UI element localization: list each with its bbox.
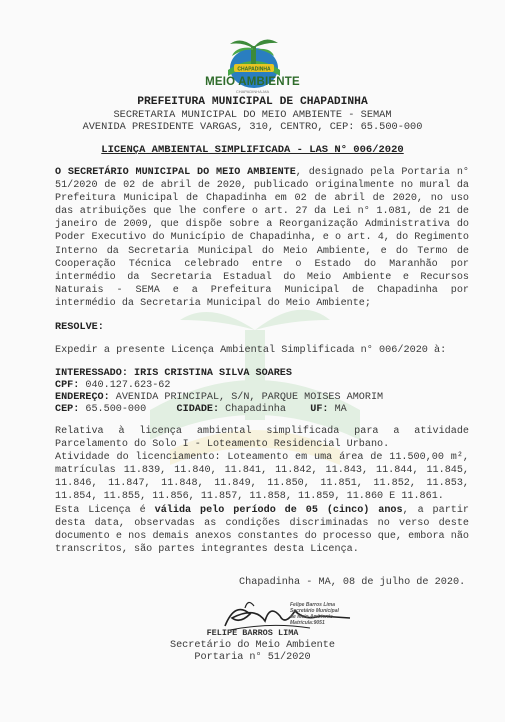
signer-name: FELIPE BARROS LIMA [206, 628, 299, 638]
cep-line [55, 404, 347, 415]
cpf-line [55, 380, 170, 391]
licenciamento-text: Atividade do licenciamento: Loteamento em uma área de 11.500,00 m², matrículas 11.839, 11.840, 11.841, 11.842, 11.843, 11.844, 11.845, 11.846, 11.847, 11.848, 11.849, 11.850, 11.851, 11.852, 11.853, 11.854, 11.855, 11.856, 11.857, 11.858, 11.859, 11.860 E 11.861. [55, 452, 469, 503]
license-title: LICENÇA AMBIENTAL SIMPLIFICADA - LAS N° 006/2020 [101, 144, 404, 156]
endereco-value: AVENIDA PRINCIPAL, S/N, PARQUE MOISES AMORIM [115, 392, 384, 403]
atividade-text: Relativa à licença ambiental simplificada para a atividade Parcelamento do Solo I - Loteamento Residencial Urbano. [55, 426, 469, 451]
stamp-line-2: Secretário Municipal [290, 608, 339, 614]
brand-name: MEIO AMBIENTE [205, 76, 300, 88]
signer-portaria: Portaria n° 51/2020 [194, 652, 311, 663]
intro-paragraph [55, 166, 469, 310]
validade-pre: Esta Licença é [55, 504, 155, 516]
intro-bold: O SECRETÁRIO MUNICIPAL DO MEIO AMBIENTE [55, 167, 296, 178]
logo-text: CHAPADINHA [237, 66, 271, 73]
stamp-line-1: Felipe Barros Lima [290, 602, 336, 608]
cidade-value: Chapadinha [225, 404, 286, 415]
uf-label: UF: [310, 404, 329, 415]
signature-stamp [290, 602, 380, 626]
signer-role: Secretário do Meio Ambiente [169, 640, 336, 651]
body-paragraph [55, 425, 469, 556]
date-line: Chapadinha - MA, 08 de julho de 2020. [239, 577, 466, 588]
uf-value: MA [334, 404, 347, 415]
expedir-line: Expedir a presente Licença Ambiental Simplificada n° 006/2020 à: [55, 345, 447, 356]
address-line: AVENIDA PRESIDENTE VARGAS, 310, CENTRO, CEP: 65.500-000 [82, 121, 423, 133]
endereco-label: ENDEREÇO: [55, 392, 110, 403]
resolve-label: RESOLVE: [55, 322, 104, 333]
brand-subtitle: CHAPADINHA-MA [235, 89, 270, 94]
cpf-label: CPF: [55, 380, 80, 391]
cpf-value: 040.127.623-62 [85, 380, 171, 391]
intro-text: , designado pela Portaria n° 51/2020 de 02 de abril de 2020, publicado originalmente no mural da Prefeitura Municipal de Chapadinha em 02 de abril de 2020, no uso das atribuições que lhe confere o art. 27 da Lei n° 1.081, de 21 de janeiro de 2009, que dispõe sobre a Reorganização Administrativa do Poder Executivo do Município de Chapadinha, e o art. 4, do Regimento Interno da Secretaria Municipal do Meio Ambiente, e do Termo de Cooperação Técnica celebrado entre o Estado do Maranhão por intermédio da Secretaria Estadual do Meio Ambiente e Recursos Naturais - SEMA e a Prefeitura Municipal de Chapadinha por intermédio da Secretaria Municipal do Meio Ambiente; [55, 167, 469, 309]
stamp-line-4: Matrícula:9051 [290, 620, 325, 626]
secretaria-name: SECRETARIA MUNICIPAL DO MEIO AMBIENTE - SEMAM [113, 109, 392, 121]
prefeitura-title: PREFEITURA MUNICIPAL DE CHAPADINHA [137, 96, 368, 108]
cep-label: CEP: [55, 404, 80, 415]
cidade-label: CIDADE: [176, 404, 220, 415]
cep-value: 65.500-000 [85, 404, 147, 415]
stamp-line-3: de Meio Ambiente [290, 614, 333, 620]
endereco-line [55, 392, 383, 403]
validade-bold: válida pelo período de 05 (cinco) anos [154, 504, 403, 516]
validade-post: , a partir desta data, observadas as condições discriminadas no verso deste documento e nos demais anexos constantes do processo que, embora não transcritos, são partes integrantes desta Licença. [55, 504, 470, 555]
interessado-line: INTERESSADO: IRIS CRISTINA SILVA SOARES [55, 368, 292, 379]
validade-text [55, 504, 469, 556]
